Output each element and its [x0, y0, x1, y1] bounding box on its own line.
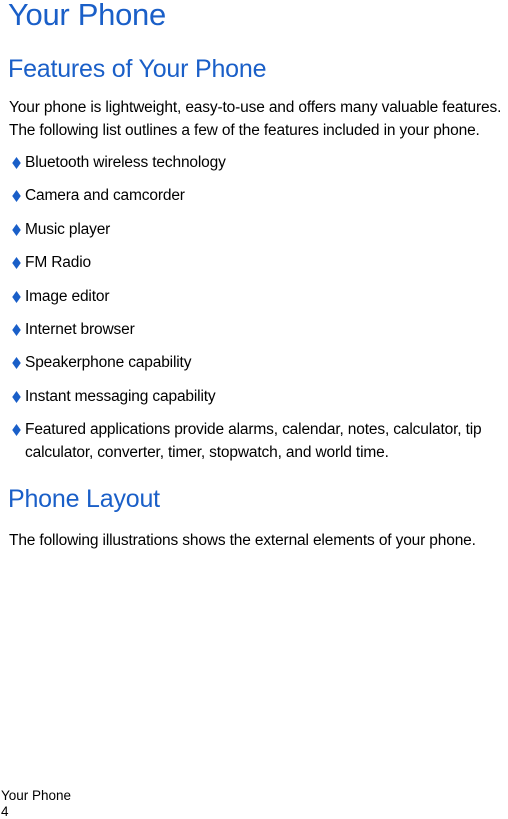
feature-item — [9, 351, 501, 374]
feature-item — [9, 285, 501, 308]
feature-item-label: Camera and camcorder — [25, 187, 185, 205]
feature-item — [9, 184, 501, 207]
features-intro-line-1: Your phone is lightweight, easy-to-use and offers many valuable features. — [9, 99, 502, 116]
feature-item-label: Speakerphone capability — [25, 354, 192, 372]
feature-item-label: Image editor — [25, 287, 110, 305]
diamond-bullet-icon — [12, 257, 21, 269]
feature-item-label: Internet browser — [25, 320, 135, 338]
diamond-bullet-icon — [12, 424, 21, 436]
feature-item — [9, 251, 501, 274]
feature-item — [9, 418, 501, 464]
diamond-bullet-icon — [12, 190, 21, 202]
feature-item — [9, 218, 501, 241]
feature-item-label: FM Radio — [25, 254, 91, 272]
features-intro-line-2: The following list outlines a few of the features included in your phone. — [9, 122, 480, 139]
diamond-bullet-icon — [12, 357, 21, 369]
feature-item-label: Featured applications provide alarms, calendar, notes, calculator, tip calculator, converter, timer, stopwatch, and world time. — [25, 421, 482, 462]
features-heading: Features of Your Phone — [8, 55, 267, 83]
feature-list — [9, 151, 501, 475]
diamond-bullet-icon — [12, 391, 21, 403]
diamond-bullet-icon — [12, 157, 21, 169]
layout-heading: Phone Layout — [8, 485, 160, 513]
feature-item-label: Instant messaging capability — [25, 387, 216, 405]
diamond-bullet-icon — [12, 291, 21, 303]
feature-item — [9, 151, 501, 174]
footer-page-number: 4 — [1, 804, 9, 819]
layout-intro: The following illustrations shows the external elements of your phone. — [9, 532, 476, 549]
footer-section-title: Your Phone — [1, 788, 72, 803]
feature-item-label: Bluetooth wireless technology — [25, 154, 226, 171]
page-title: Your Phone — [8, 0, 166, 32]
feature-item-label: Music player — [25, 220, 111, 238]
diamond-bullet-icon — [12, 224, 21, 236]
diamond-bullet-icon — [12, 324, 21, 336]
feature-item — [9, 318, 501, 341]
feature-item — [9, 385, 501, 408]
